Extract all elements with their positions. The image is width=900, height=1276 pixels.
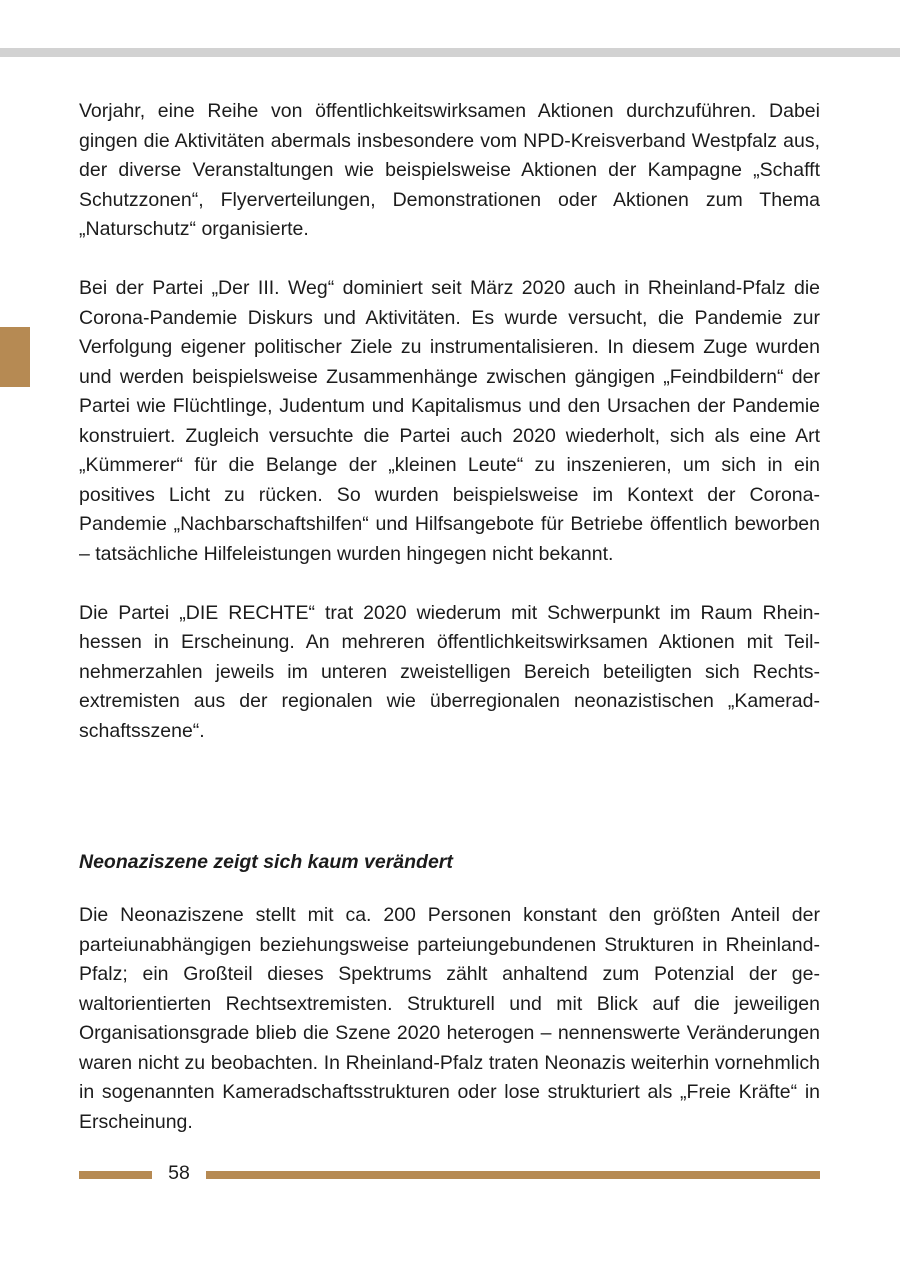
paragraph-die-rechte: Die Partei „DIE RECHTE“ trat 2020 wiederum mit Schwerpunkt im Raum Rheinhessen in Erscheinung. An mehreren öffentlichkeitswirksamen Aktionen mit Teilnehmerzahlen jeweils im unteren zweistelligen Bereich beteiligten sich Rechtsextremisten aus der regionalen wie überregionalen neonazistischen „Kameradschaftsszene“. [79,601,820,742]
section-body [79,901,820,1137]
page-footer [79,1160,820,1186]
footer-bar-left [79,1171,152,1179]
chapter-tab-marker [0,327,30,387]
paragraph-npd-actions: Vorjahr, eine Reihe von öffentlichkeitswirksamen Aktionen durchzuführen. Dabei gingen die Aktivitäten abermals insbesondere vom NPD-Kreisverband Westpfalz aus, der diverse Veranstaltungen wie beispielsweise Aktionen der Kampagne „Schafft Schutzzonen“, Flyerverteilungen, Demonstrationen oder Aktionen zum Thema „Naturschutz“ organisierte. [79,100,820,240]
paragraph-der-dritte-weg: Bei der Partei „Der III. Weg“ dominiert seit März 2020 auch in Rheinland-Pfalz die Corona-Pandemie Diskurs und Aktivitäten. Es wurde versucht, die Pandemie zur Verfolgung eigener politischer Ziele zu instrumentalisieren. In diesem Zuge wurden und werden beispielsweise Zusammenhänge zwischen gängigen „Feindbildern“ der Partei wie Flüchtlinge, Judentum und Kapitalismus und den Ursachen der Pandemie konstruiert. Zugleich versuchte die Partei auch 2020 wiederholt, sich als eine Art „Kümmerer“ für die Belange der „kleinen Leute“ zu inszenieren, um sich in ein positives Licht zu rücken. So wurden beispielsweise im Kontext der Corona-Pandemie „Nachbarschaftshilfen“ und Hilfsangebote für Betriebe öffentlich beworben – tatsächliche Hilfeleistungen wurden hingegen nicht bekannt. [79,277,820,565]
paragraph-neonaziszene: Die Neonaziszene stellt mit ca. 200 Personen konstant den größten Anteil der parteiunabhängigen beziehungsweise parteiungebundenen Strukturen in Rheinland-Pfalz; ein Großteil dieses Spektrums zählt anhaltend zum Potenzial der gewaltorientierten Rechtsextremisten. Strukturell und mit Blick auf die jeweiligen Organisationsgrade blieb die Szene 2020 heterogen – nennenswerte Veränderungen waren nicht zu beobachten. In Rheinland-Pfalz traten Neonazis weiterhin vornehmlich in sogenannten Kameradschaftsstrukturen oder lose strukturiert als „Freie Kräfte“ in Erscheinung. [79,904,820,1133]
section-heading: Neonaziszene zeigt sich kaum verändert [79,851,453,873]
page-number: 58 [168,1162,190,1184]
footer-bar-right [206,1171,820,1179]
top-rule [0,48,900,57]
body-text [79,97,820,746]
